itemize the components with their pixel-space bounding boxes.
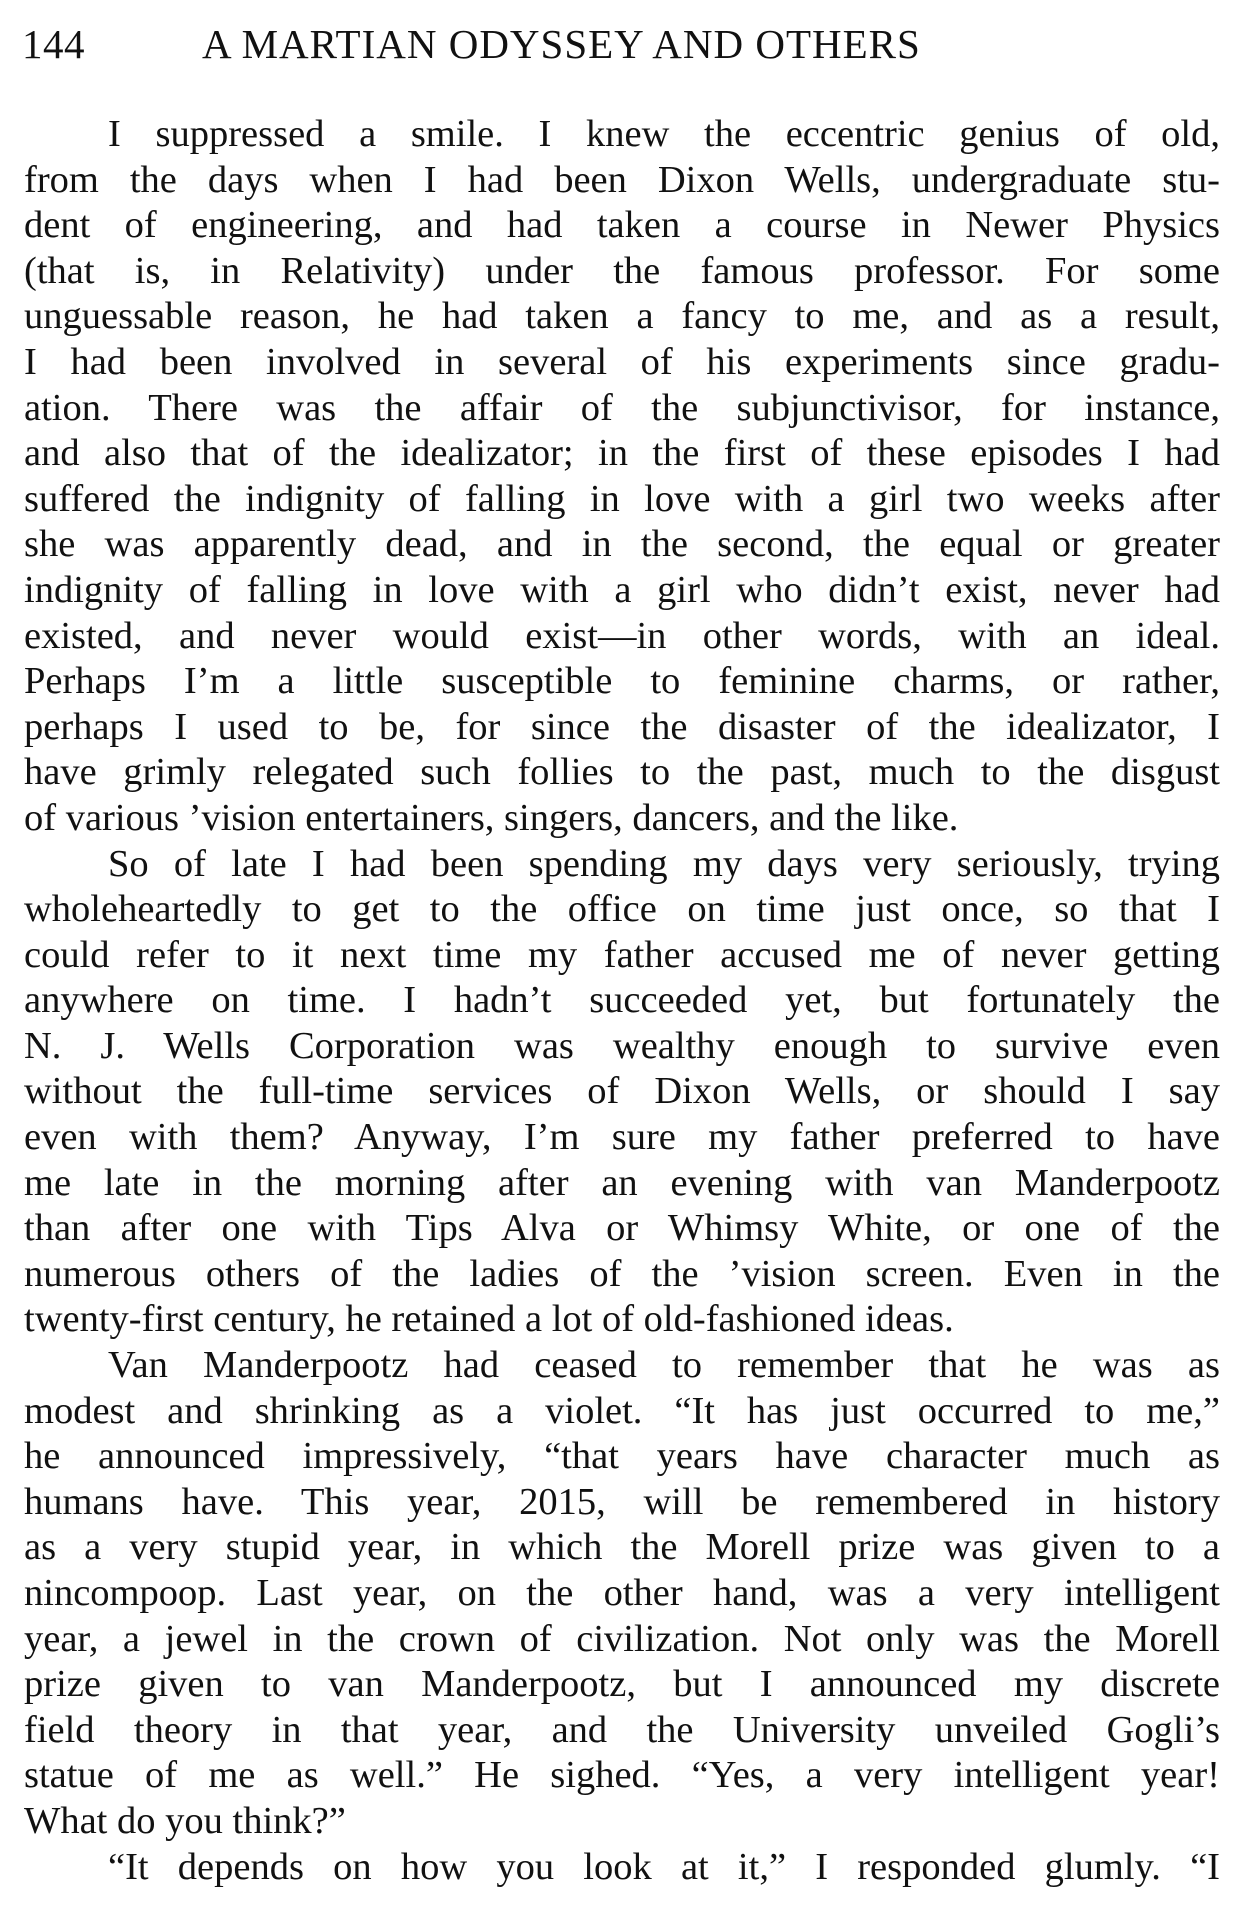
running-head [22,14,1220,74]
text-line: modest and shrinking as a violet. “It has just occurred to me,” [24,1389,1220,1432]
paragraph [24,112,1220,842]
text-line: even with them? Anyway, I’m sure my father preferred to have [24,1116,1220,1159]
text-line: nincompoop. Last year, on the other hand, was a very intelligent [24,1572,1220,1614]
text-line: I had been involved in several of his experiments since gradu- [24,340,1220,383]
text-line: existed, and never would exist—in other words, with an ideal. [24,614,1220,657]
text-line: Perhaps I’m a little susceptible to feminine charms, or rather, [24,660,1220,703]
text-line: N. J. Wells Corporation was wealthy enough to survive even [24,1024,1220,1067]
text-line: without the full-time services of Dixon Wells, or should I say [24,1070,1220,1113]
text-line: ation. There was the affair of the subjunctivisor, for instance, [24,386,1220,429]
text-line: suffered the indignity of falling in love with a girl two weeks after [24,477,1220,520]
text-line: numerous others of the ladies of the ’vision screen. Even in the [24,1252,1220,1295]
text-line: “It depends on how you look at it,” I responded glumly. “I [108,1845,1220,1888]
text-line: she was apparently dead, and in the second, the equal or greater [24,523,1220,566]
text-line: me late in the morning after an evening with van Manderpootz [24,1161,1220,1204]
text-line: of various ’vision entertainers, singers, dancers, and the like. [24,796,959,839]
body-text [24,112,1220,1890]
text-line: as a very stupid year, in which the Morell prize was given to a [24,1526,1220,1569]
page-number: 144 [22,21,85,67]
text-line: than after one with Tips Alva or Whimsy White, or one of the [24,1207,1220,1250]
paragraph [24,1845,1220,1891]
text-line: So of late I had been spending my days very seriously, trying [108,842,1220,885]
paragraph [24,1343,1220,1845]
text-line: have grimly relegated such follies to the past, much to the disgust [24,751,1220,794]
text-line: unguessable reason, he had taken a fancy to me, and as a result, [24,295,1220,338]
text-line: prize given to van Manderpootz, but I announced my discrete [24,1663,1220,1706]
text-line: wholeheartedly to get to the office on time just once, so that I [24,888,1220,931]
text-line: humans have. This year, 2015, will be remembered in history [24,1480,1220,1523]
text-line: indignity of falling in love with a girl who didn’t exist, never had [24,568,1220,611]
text-line: I suppressed a smile. I knew the eccentric genius of old, [108,113,1220,155]
text-line: (that is, in Relativity) under the famous professor. For some [24,249,1220,292]
text-line: could refer to it next time my father accused me of never getting [24,933,1220,976]
text-line: What do you think?” [24,1799,346,1842]
paragraph [24,842,1220,1344]
text-line: field theory in that year, and the University unveiled Gogli’s [24,1708,1220,1751]
running-title: A MARTIAN ODYSSEY AND OTHERS [202,21,921,67]
text-line: from the days when I had been Dixon Wells, undergraduate stu- [24,158,1220,201]
text-line: Van Manderpootz had ceased to remember that he was as [108,1344,1220,1387]
text-line: twenty-first century, he retained a lot of old-fashioned ideas. [24,1298,954,1341]
text-line: anywhere on time. I hadn’t succeeded yet, but fortunately the [24,979,1220,1022]
text-line: perhaps I used to be, for since the disaster of the idealizator, I [24,705,1220,748]
text-line: dent of engineering, and had taken a course in Newer Physics [24,204,1220,247]
text-line: and also that of the idealizator; in the first of these episodes I had [24,432,1220,475]
text-line: year, a jewel in the crown of civilization. Not only was the Morell [24,1617,1220,1660]
text-line: statue of me as well.” He sighed. “Yes, a very intelligent year! [24,1754,1220,1797]
text-line: he announced impressively, “that years have character much as [24,1435,1220,1478]
